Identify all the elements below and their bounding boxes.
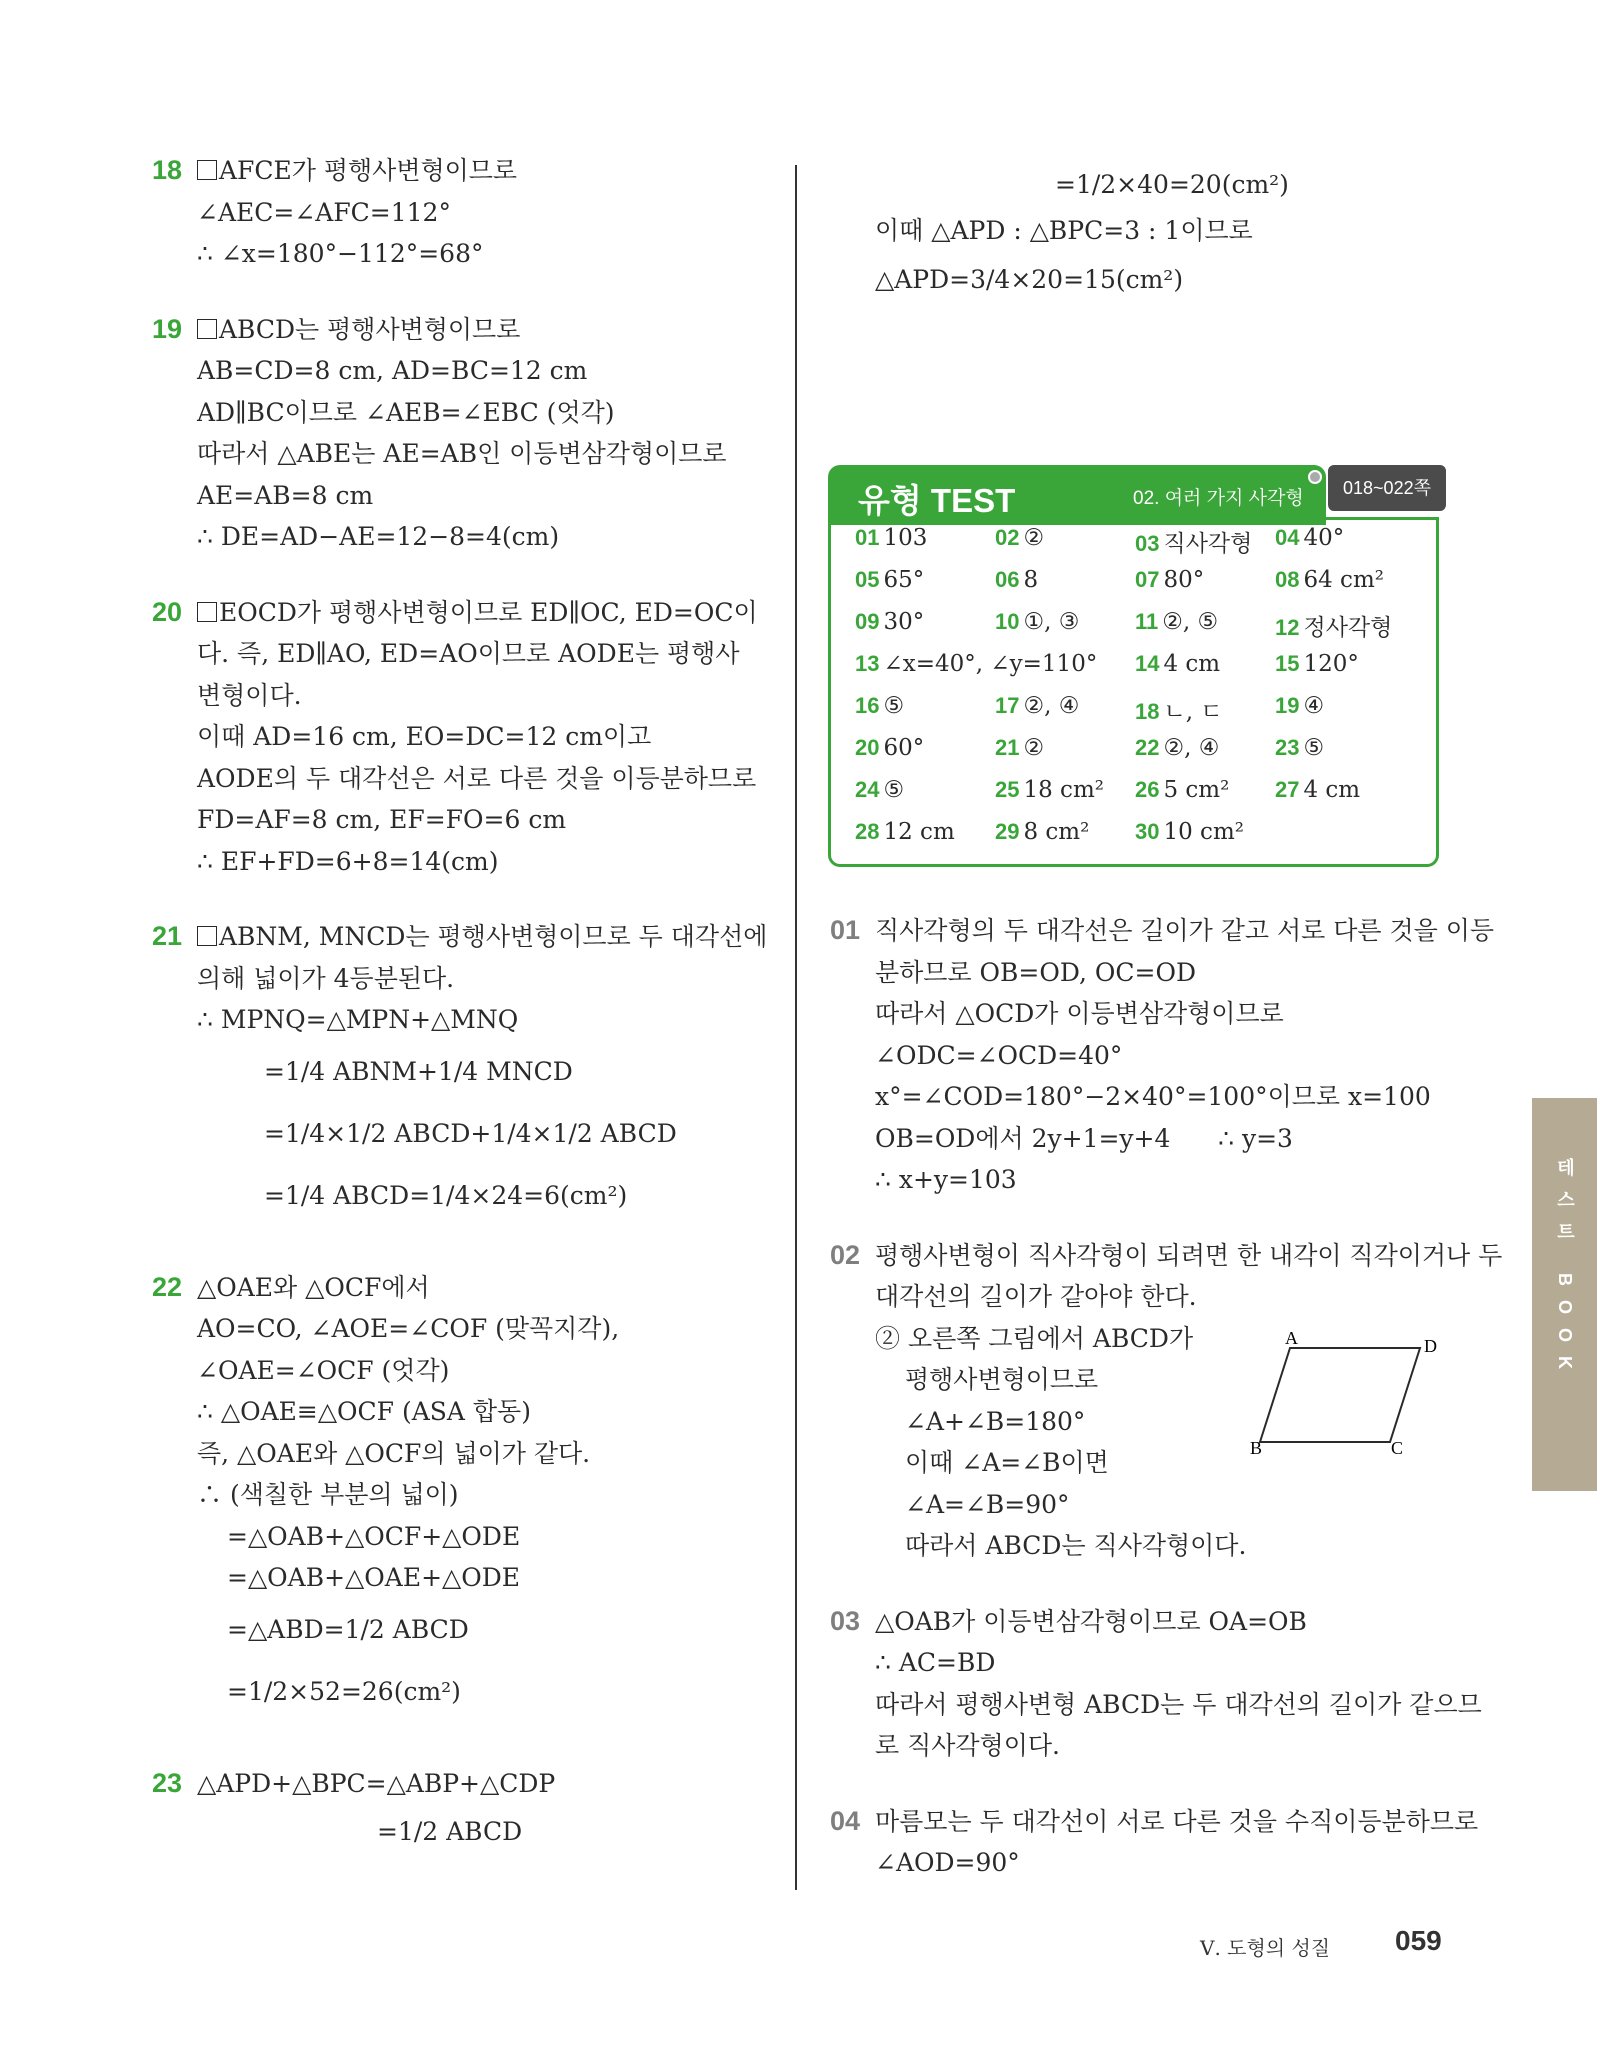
answer-value: ∠x=40°, ∠y=110°	[883, 651, 1098, 677]
answer-item	[995, 693, 1079, 719]
answer-item	[855, 693, 904, 719]
answer-item	[855, 567, 924, 593]
problem-number: 19	[152, 313, 183, 344]
answer-item	[1275, 693, 1324, 719]
problem-number: 18	[152, 155, 183, 185]
answer-item	[1275, 609, 1392, 642]
test-subtitle: 02. 여러 가지 사각형	[1133, 488, 1304, 509]
answer-value: 정사각형	[1303, 615, 1393, 641]
answer-number: 06	[995, 567, 1020, 592]
answer-item	[855, 777, 904, 803]
answer-item	[1135, 819, 1244, 845]
solution-number: 03	[830, 1605, 861, 1636]
answer-value: 80°	[1163, 567, 1205, 593]
answer-item	[995, 777, 1104, 803]
answer-item	[1135, 651, 1220, 677]
answer-item	[1275, 567, 1384, 593]
answer-value: ②	[1023, 525, 1045, 551]
answer-item	[1275, 735, 1324, 761]
answer-number: 05	[855, 567, 880, 592]
answer-number: 22	[1135, 735, 1160, 760]
answer-value: 8	[1023, 567, 1039, 593]
parallelogram-symbol	[197, 602, 217, 622]
answer-number: 11	[1135, 609, 1159, 634]
answer-item	[995, 819, 1089, 845]
answer-value: 65°	[883, 567, 925, 593]
solution-04: 04 마름모는 두 대각선이 서로 다른 것을 수직이등분하므로 ∠AOD=90°	[830, 1801, 1450, 1884]
answer-number: 18	[1135, 699, 1160, 724]
pin-icon	[1308, 470, 1322, 484]
type-test-answer-box	[828, 465, 1445, 873]
answer-number: 19	[1275, 693, 1300, 718]
parallelogram-figure	[1250, 1330, 1440, 1455]
vertex-label-a: A	[1285, 1330, 1298, 1348]
answer-number: 17	[995, 693, 1020, 718]
answer-item	[855, 735, 924, 761]
answer-number: 20	[855, 735, 880, 760]
answer-number: 28	[855, 819, 880, 844]
answer-number: 09	[855, 609, 880, 634]
answer-number: 02	[995, 525, 1020, 550]
side-tab-label: 테스트 BOOK	[1555, 1158, 1575, 1384]
answer-number: 24	[855, 777, 880, 802]
column-divider	[795, 165, 797, 1890]
answer-value: ②, ④	[1023, 693, 1080, 719]
parallelogram-shape	[1260, 1348, 1420, 1442]
answer-number: 07	[1135, 567, 1160, 592]
answer-item	[855, 819, 955, 845]
problem-number: 23	[152, 1767, 183, 1798]
answer-value: 18 cm²	[1023, 777, 1104, 803]
answer-value: 4 cm	[1163, 651, 1221, 677]
answer-number: 10	[995, 609, 1020, 634]
answer-number: 01	[855, 525, 880, 550]
answer-value: 120°	[1303, 651, 1359, 677]
answer-number: 14	[1135, 651, 1160, 676]
answer-item	[995, 567, 1038, 593]
answer-item	[855, 525, 927, 551]
answer-number: 03	[1135, 531, 1160, 556]
solution-number: 04	[830, 1805, 861, 1836]
answer-item	[1275, 651, 1359, 677]
vertex-label-d: D	[1424, 1336, 1437, 1356]
answer-value: 103	[883, 525, 928, 551]
solution-01: 01 직사각형의 두 대각선은 길이가 같고 서로 다른 것을 이등 분하므로 OB=OD, OC=OD 따라서 △OCD가 이등변삼각형이므로 ∠ODC=∠OCD=40° x°=∠COD=180°−2×40°=100°이므로 x=100 OB=OD에서 2y+1=y+4 ∴ y=3 ∴ x+y=103	[830, 910, 1450, 1201]
answer-value: ㄴ, ㄷ	[1163, 699, 1223, 725]
answer-value: ②, ④	[1163, 735, 1220, 761]
side-tab	[1532, 1098, 1597, 1491]
problem-22: 22 △OAE와 △OCF에서 AO=CO, ∠AOE=∠COF (맞꼭지각), ∠OAE=∠OCF (엇각) ∴ △OAE≡△OCF (ASA 합동) 즉, △OAE와 △OCF의 넓이가 같다. ∴ (색칠한 부분의 넓이) =△OAB+△OCF+△ODE =△OAB+△OAE+△ODE =△ABD=1/2 ABCD =1/2×52=26(cm²)	[152, 1267, 772, 1723]
problem-number: 22	[152, 1271, 183, 1302]
answer-number: 13	[855, 651, 880, 676]
answer-value: 40°	[1303, 525, 1345, 551]
solution-number: 01	[830, 915, 861, 945]
answer-item	[855, 651, 1097, 677]
answer-item	[995, 525, 1044, 551]
answer-number: 16	[855, 693, 880, 718]
answer-value: ⑤	[883, 693, 905, 719]
page-number: 059	[1395, 1925, 1442, 1956]
test-pages-badge: 018~022쪽	[1328, 465, 1446, 511]
answer-item	[995, 609, 1079, 635]
answer-number: 23	[1275, 735, 1300, 760]
answer-number: 30	[1135, 819, 1160, 844]
answer-value: 30°	[883, 609, 925, 635]
answer-number: 08	[1275, 567, 1300, 592]
left-column	[152, 150, 772, 1860]
solution-number: 02	[830, 1239, 861, 1270]
vertex-label-c: C	[1391, 1438, 1404, 1455]
answer-value: ⑤	[1303, 735, 1325, 761]
answer-value: 60°	[883, 735, 925, 761]
answer-value: 5 cm²	[1163, 777, 1230, 803]
answer-number: 12	[1275, 615, 1300, 640]
answer-item	[1135, 525, 1252, 558]
vertex-label-b: B	[1250, 1438, 1263, 1455]
answer-value: ④	[1303, 693, 1325, 719]
answer-item	[1135, 735, 1219, 761]
answer-value: ②	[1023, 735, 1045, 761]
footer-chapter: Ⅴ. 도형의 성질	[1200, 1936, 1331, 1960]
parallelogram-symbol	[197, 319, 217, 339]
answer-item	[995, 735, 1044, 761]
answer-value: 직사각형	[1163, 531, 1253, 557]
answer-item	[1135, 609, 1218, 635]
problem-23: 23 △APD+△BPC=△ABP+△CDP =1/2 ABCD	[152, 1763, 772, 1861]
answer-value: 10 cm²	[1163, 819, 1244, 845]
answer-item	[1275, 525, 1344, 551]
answer-number: 21	[995, 735, 1020, 760]
test-title: 유형 TEST	[858, 482, 1016, 519]
answer-value: ②, ⑤	[1162, 609, 1219, 635]
answer-item	[1135, 567, 1204, 593]
answer-item	[1135, 693, 1223, 726]
answer-value: 8 cm²	[1023, 819, 1090, 845]
answer-value: 64 cm²	[1303, 567, 1384, 593]
answer-number: 15	[1275, 651, 1300, 676]
answer-item	[1275, 777, 1360, 803]
test-header	[828, 465, 1326, 525]
problem-21: 21 ABNM, MNCD는 평행사변형이므로 두 대각선에 의해 넓이가 4등분된다. ∴ MPNQ=△MPN+△MNQ =1/4 ABNM+1/4 MNCD =1/4×1/2 ABCD+1/4×1/2 ABCD =1/4 ABCD=1/4×24=6(cm²)	[152, 916, 772, 1227]
problem-number: 20	[152, 596, 183, 627]
answer-value: 12 cm	[883, 819, 955, 845]
answer-value: ⑤	[883, 777, 905, 803]
right-top-continuation: =1/2×40=20(cm²) 이때 △APD : △BPC=3 : 1이므로 △APD=3/4×20=15(cm²)	[875, 170, 1289, 294]
parallelogram-symbol	[197, 160, 217, 180]
solution-02: 02 평행사변형이 직사각형이 되려면 한 내각이 직각이거나 두 대각선의 길이가 같아야 한다. ② 오른쪽 그림에서 ABCD가 평행사변형이므로 ∠A+∠B=180° 이때 ∠A=∠B이면 ∠A=∠B=90° 따라서 ABCD는 직사각형이다.	[830, 1235, 1450, 1567]
problem-20: 20 EOCD가 평행사변형이므로 ED∥OC, ED=OC이 다. 즉, ED∥AO, ED=AO이므로 AODE는 평행사 변형이다. 이때 AD=16 cm, EO=DC=12 cm이고 AODE의 두 대각선은 서로 다른 것을 이등분하므로 FD=AF=8 cm, EF=FO=6 cm ∴ EF+FD=6+8=14(cm)	[152, 592, 772, 883]
problem-18: 18 AFCE가 평행사변형이므로 ∠AEC=∠AFC=112° ∴ ∠x=180°−112°=68°	[152, 150, 772, 275]
problem-19: 19 ABCD는 평행사변형이므로 AB=CD=8 cm, AD=BC=12 cm AD∥BC이므로 ∠AEB=∠EBC (엇각) 따라서 △ABE는 AE=AB인 이등변삼각형이므로 AE=AB=8 cm ∴ DE=AD−AE=12−8=4(cm)	[152, 309, 772, 558]
answer-number: 27	[1275, 777, 1300, 802]
answer-number: 26	[1135, 777, 1160, 802]
answer-number: 04	[1275, 525, 1300, 550]
answer-number: 29	[995, 819, 1020, 844]
answer-item	[1135, 777, 1229, 803]
answer-value: ①, ③	[1023, 609, 1080, 635]
answer-number: 25	[995, 777, 1020, 802]
problem-number: 21	[152, 921, 183, 951]
parallelogram-symbol	[197, 926, 217, 946]
answer-value: 4 cm	[1303, 777, 1361, 803]
solution-03: 03 △OAB가 이등변삼각형이므로 OA=OB ∴ AC=BD 따라서 평행사변형 ABCD는 두 대각선의 길이가 같으므 로 직사각형이다.	[830, 1601, 1450, 1767]
answer-item	[855, 609, 924, 635]
